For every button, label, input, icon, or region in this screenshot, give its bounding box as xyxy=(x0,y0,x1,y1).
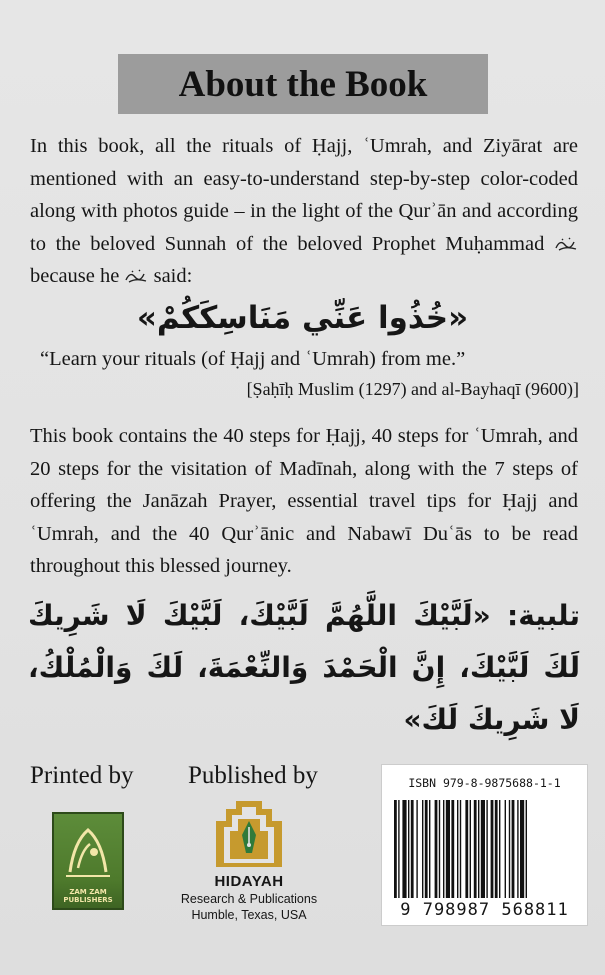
publisher-name: HIDAYAH xyxy=(214,873,284,890)
pbuh-honorific-icon xyxy=(554,236,578,252)
heading-bar xyxy=(118,54,488,114)
isbn-label: ISBN 979-8-9875688-1-1 xyxy=(408,776,561,790)
hadith-translation: “Learn your rituals (of Ḥajj and ʿUmrah) from me.” xyxy=(40,348,466,370)
barcode-digits: 9 798987 568811 xyxy=(400,900,569,920)
isbn-barcode-box xyxy=(381,764,588,926)
intro-paragraph xyxy=(30,130,578,293)
zamzam-logo-icon xyxy=(52,812,124,910)
publisher-location: Humble, Texas, USA xyxy=(191,908,307,922)
zamzam-emblem-icon xyxy=(60,822,116,882)
pbuh-honorific-icon xyxy=(124,268,148,284)
contents-paragraph: This book contains the 40 steps for Ḥajj, 40 steps for ʿUmrah, and 20 steps for the visitation of Madīnah, along with the 7 steps of offering the Janāzah Prayer, essential travel tips for Ḥajj and ʿUmrah, and the 40 Qurʾānic and Nabawī Duʿās to be read throughout this blessed journey. xyxy=(30,425,578,577)
intro-text-2: because he xyxy=(30,265,120,287)
published-by-label: Published by xyxy=(188,762,318,789)
hadith-arabic: «خُذُوا عَنِّي مَنَاسِكَكُمْ» xyxy=(136,300,469,336)
zamzam-name: ZAM ZAM PUBLISHERS xyxy=(63,888,113,904)
page-title: About the Book xyxy=(178,63,428,105)
printed-by-label: Printed by xyxy=(30,762,134,789)
hidayah-emblem-icon xyxy=(212,797,286,871)
intro-text-1: In this book, all the rituals of Ḥajj, ʿUmrah, and Ziyārat are mentioned with an easy-to-understand step-by-step color-coded along with photos guide – in the light of the Qurʾān and according to the beloved Sunnah of the beloved Prophet Muḥammad xyxy=(30,135,578,255)
talbiyah-arabic: تلبية: «لَبَّيْكَ اللَّهُمَّ لَبَّيْكَ، لَبَّيْكَ لَا شَرِيكَ لَكَ لَبَّيْكَ، إِنَّ الْحَمْدَ وَالنِّعْمَةَ، لَكَ وَالْمُلْكُ، لَا شَرِيكَ لَكَ» xyxy=(28,599,580,736)
publisher-subtitle: Research & Publications xyxy=(180,892,318,906)
hadith-citation: [Ṣaḥīḥ Muslim (1297) and al-Bayhaqī (9600)] xyxy=(246,379,579,399)
intro-text-3: said: xyxy=(153,265,193,287)
barcode-icon xyxy=(394,800,577,898)
